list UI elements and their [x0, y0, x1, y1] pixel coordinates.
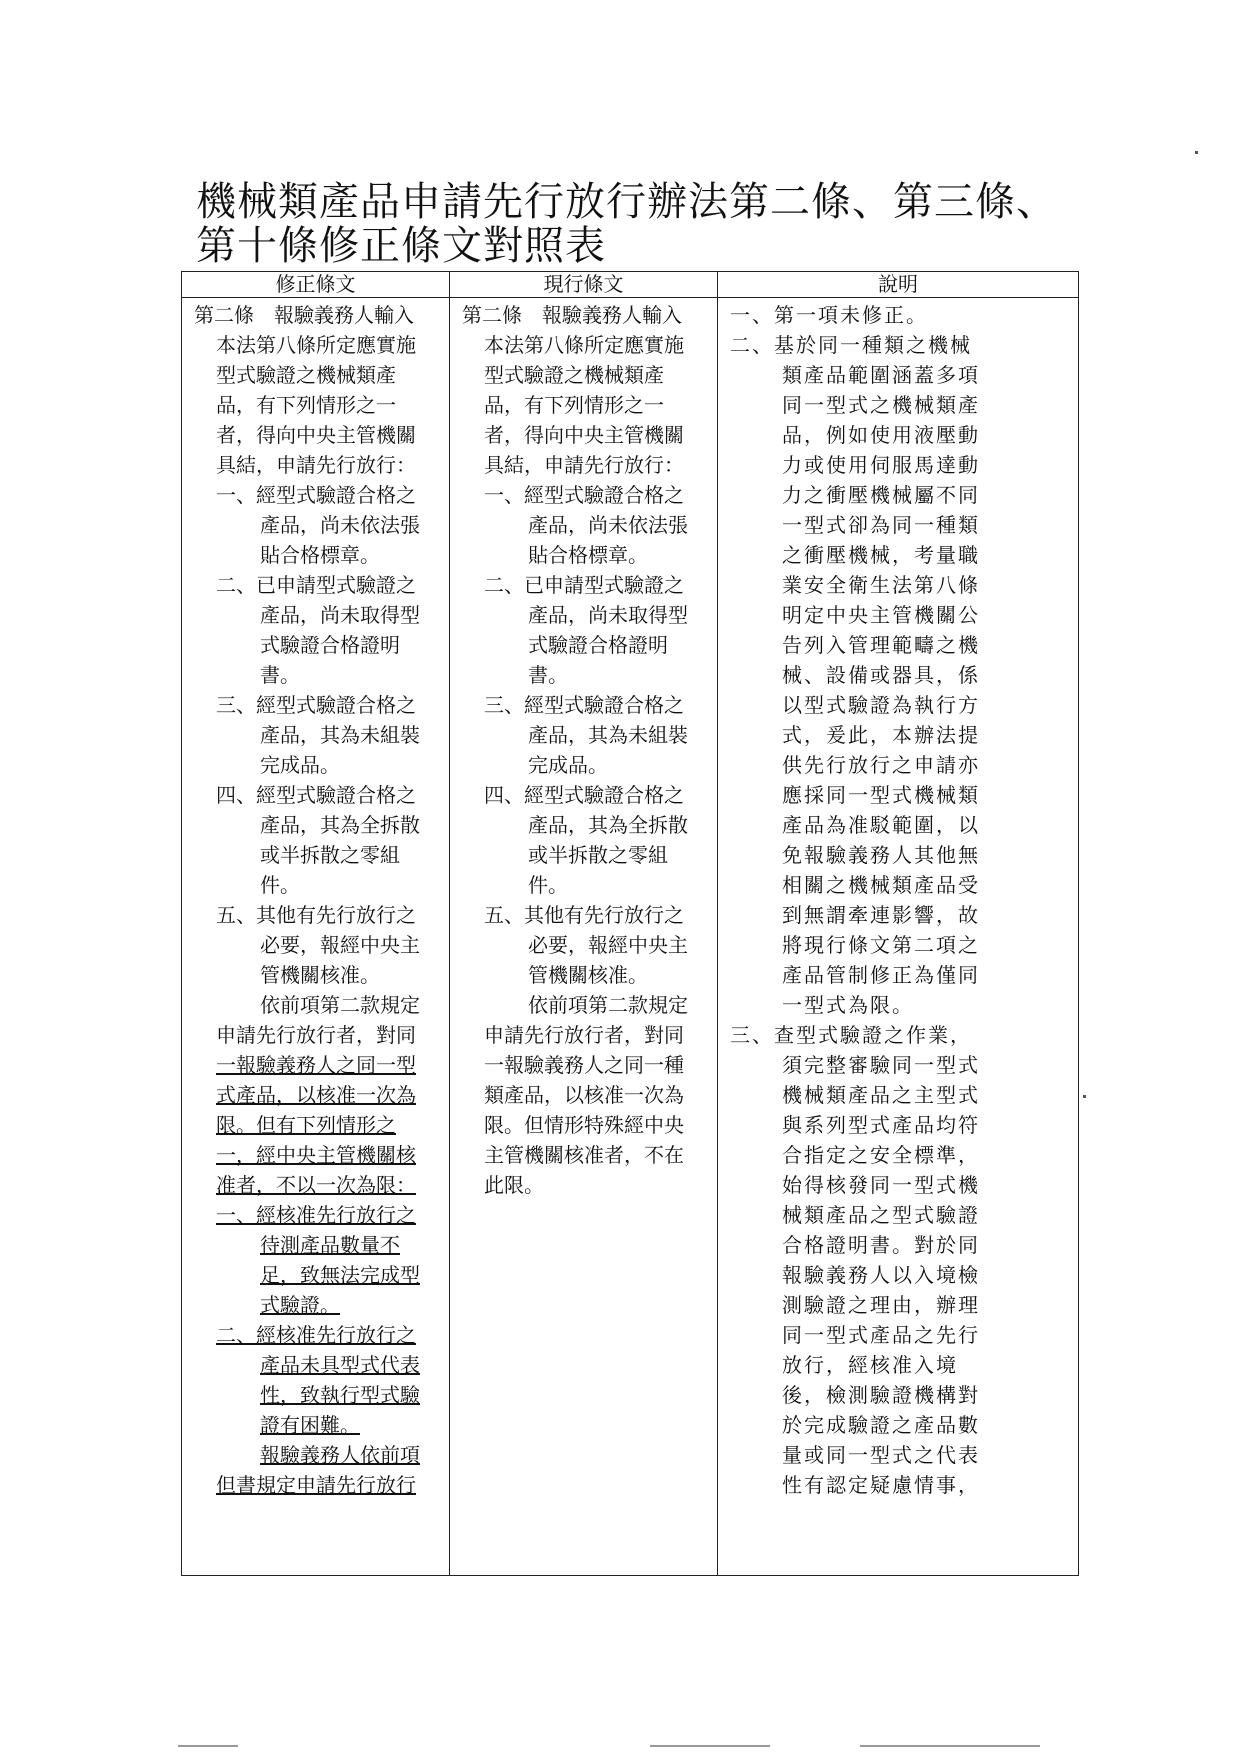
- current-line: 四、經型式驗證合格之: [484, 783, 684, 807]
- amended-text-cell: [182, 298, 450, 1576]
- current-line: 一報驗義務人之同一種: [484, 1053, 684, 1077]
- amended-line: 者，得向中央主管機關: [216, 423, 416, 447]
- column-header-current: 現行條文: [450, 272, 718, 298]
- scan-artifact-line: [860, 1745, 1040, 1747]
- amended-line: 三、經型式驗證合格之: [216, 693, 416, 717]
- amended-line: 式產品，以核准一次為: [216, 1083, 416, 1107]
- explanation-line: 一型式為限。: [782, 993, 914, 1017]
- explanation-line: 性有認定疑慮情事，: [782, 1473, 980, 1497]
- current-line: 依前項第二款規定: [528, 993, 688, 1017]
- explanation-line: 三、查型式驗證之作業，: [730, 1023, 972, 1047]
- explanation-line: 同一型式之機械類產: [782, 393, 980, 417]
- current-line: 具結，申請先行放行：: [484, 453, 684, 477]
- amended-line: 產品，尚未取得型: [260, 603, 420, 627]
- explanation-line: 二、基於同一種類之機械: [730, 333, 972, 357]
- explanation-line: 與系列型式產品均符: [782, 1113, 980, 1137]
- amended-line: 四、經型式驗證合格之: [216, 783, 416, 807]
- explanation-line: 產品管制修正為僅同: [782, 963, 980, 987]
- scan-speck: [1083, 1095, 1086, 1098]
- current-line: 完成品。: [528, 753, 608, 777]
- document-title: [196, 180, 1096, 268]
- explanation-line: 同一型式產品之先行: [782, 1323, 980, 1347]
- current-line: 書。: [528, 663, 568, 687]
- explanation-line: 式，爰此，本辦法提: [782, 723, 980, 747]
- column-header-amended: 修正條文: [182, 272, 450, 298]
- amended-line: 依前項第二款規定: [260, 993, 420, 1017]
- title-line-1: 機械類產品申請先行放行辦法第二條、第三條、: [196, 179, 1057, 225]
- current-line: 申請先行放行者，對同: [484, 1023, 684, 1047]
- current-line: 產品，尚未取得型: [528, 603, 688, 627]
- explanation-line: 免報驗義務人其他無: [782, 843, 980, 867]
- amended-line: 式驗證合格證明: [260, 633, 400, 657]
- amended-line: 足，致無法完成型: [260, 1263, 420, 1287]
- current-line: 本法第八條所定應實施: [484, 333, 684, 357]
- amended-line: 產品未具型式代表: [260, 1353, 420, 1377]
- current-line: 五、其他有先行放行之: [484, 903, 684, 927]
- current-text: [462, 300, 711, 1200]
- explanation-line: 一型式卻為同一種類: [782, 513, 980, 537]
- current-line: 類產品，以核准一次為: [484, 1083, 684, 1107]
- explanation-line: 告列入管理範疇之機: [782, 633, 980, 657]
- explanation-line: 一、第一項未修正。: [730, 303, 928, 327]
- header-row: [182, 272, 1079, 298]
- current-line: 一、經型式驗證合格之: [484, 483, 684, 507]
- current-line: 式驗證合格證明: [528, 633, 668, 657]
- explanation-line: 以型式驗證為執行方: [782, 693, 980, 717]
- explanation-line: 產品為准駁範圍，以: [782, 813, 980, 837]
- current-line: 必要，報經中央主: [528, 933, 688, 957]
- explanation-line: 測驗證之理由，辦理: [782, 1293, 980, 1317]
- explanation-line: 類產品範圍涵蓋多項: [782, 363, 980, 387]
- scan-speck: [1195, 151, 1198, 154]
- current-text-cell: [450, 298, 718, 1576]
- explanation-line: 業安全衛生法第八條: [782, 573, 980, 597]
- current-line: 限。但情形特殊經中央: [484, 1113, 684, 1137]
- amended-line: 產品，尚未依法張: [260, 513, 420, 537]
- current-line: 型式驗證之機械類產: [484, 363, 664, 387]
- amended-line: 但書規定申請先行放行: [216, 1473, 416, 1497]
- amended-line: 一、經核准先行放行之: [216, 1203, 416, 1227]
- amended-line: 型式驗證之機械類產: [216, 363, 396, 387]
- amended-line: 二、已申請型式驗證之: [216, 573, 416, 597]
- explanation-line: 後，檢測驗證機構對: [782, 1383, 980, 1407]
- explanation-text-cell: [718, 298, 1079, 1576]
- amended-line: 貼合格標章。: [260, 543, 380, 567]
- current-line: 二、已申請型式驗證之: [484, 573, 684, 597]
- scan-artifact-line: [178, 1745, 238, 1747]
- amended-line: 報驗義務人依前項: [260, 1443, 420, 1467]
- amended-line: 完成品。: [260, 753, 340, 777]
- current-line: 主管機關核准者，不在: [484, 1143, 684, 1167]
- amended-line: 產品，其為未組裝: [260, 723, 420, 747]
- amended-line: 性，致執行型式驗: [260, 1383, 420, 1407]
- explanation-line: 於完成驗證之產品數: [782, 1413, 980, 1437]
- current-line: 者，得向中央主管機關: [484, 423, 684, 447]
- amended-line: 或半拆散之零組: [260, 843, 400, 867]
- explanation-line: 明定中央主管機關公: [782, 603, 980, 627]
- explanation-line: 之衝壓機械，考量職: [782, 543, 980, 567]
- current-line: 三、經型式驗證合格之: [484, 693, 684, 717]
- current-line: 產品，其為全拆散: [528, 813, 688, 837]
- current-line: 貼合格標章。: [528, 543, 648, 567]
- explanation-line: 將現行條文第二項之: [782, 933, 980, 957]
- explanation-line: 力之衝壓機械屬不同: [782, 483, 980, 507]
- current-line: 管機關核准。: [528, 963, 648, 987]
- comparison-table: [181, 271, 1079, 1576]
- current-line: 品，有下列情形之一: [484, 393, 664, 417]
- amended-line: 管機關核准。: [260, 963, 380, 987]
- current-line: 產品，尚未依法張: [528, 513, 688, 537]
- amended-line: 一，經中央主管機關核: [216, 1143, 416, 1167]
- explanation-line: 械類產品之型式驗證: [782, 1203, 980, 1227]
- current-line: 此限。: [484, 1173, 544, 1197]
- explanation-line: 力或使用伺服馬達動: [782, 453, 980, 477]
- explanation-line: 量或同一型式之代表: [782, 1443, 980, 1467]
- amended-line: 准者，不以一次為限：: [216, 1173, 416, 1197]
- current-line: 或半拆散之零組: [528, 843, 668, 867]
- explanation-line: 供先行放行之申請亦: [782, 753, 980, 777]
- amended-line: 件。: [260, 873, 300, 897]
- explanation-line: 相關之機械類產品受: [782, 873, 980, 897]
- explanation-line: 報驗義務人以入境檢: [782, 1263, 980, 1287]
- column-header-explanation: 說明: [718, 272, 1079, 298]
- explanation-line: 始得核發同一型式機: [782, 1173, 980, 1197]
- amended-line: 一、經型式驗證合格之: [216, 483, 416, 507]
- amended-line: 限。但有下列情形之: [216, 1113, 396, 1137]
- amended-line: 品，有下列情形之一: [216, 393, 396, 417]
- explanation-line: 放行，經核准入境: [782, 1353, 958, 1377]
- current-line: 第二條 報驗義務人輸入: [462, 303, 682, 327]
- amended-line: 必要，報經中央主: [260, 933, 420, 957]
- amended-line: 待測產品數量不: [260, 1233, 400, 1257]
- amended-line: 書。: [260, 663, 300, 687]
- amended-line: 本法第八條所定應實施: [216, 333, 416, 357]
- amended-line: 二、經核准先行放行之: [216, 1323, 416, 1347]
- explanation-text: [730, 300, 1072, 1500]
- explanation-line: 械、設備或器具，係: [782, 663, 980, 687]
- content-row: [182, 298, 1079, 1576]
- scan-artifact-line: [650, 1745, 770, 1747]
- explanation-line: 合指定之安全標準，: [782, 1143, 980, 1167]
- explanation-line: 須完整審驗同一型式: [782, 1053, 980, 1077]
- explanation-line: 機械類產品之主型式: [782, 1083, 980, 1107]
- amended-line: 申請先行放行者，對同: [216, 1023, 416, 1047]
- amended-text: [194, 300, 443, 1500]
- amended-line: 一報驗義務人之同一型: [216, 1053, 416, 1077]
- explanation-line: 到無謂牽連影響，故: [782, 903, 980, 927]
- title-line-2: 第十條修正條文對照表: [196, 223, 606, 269]
- amended-line: 五、其他有先行放行之: [216, 903, 416, 927]
- explanation-line: 品，例如使用液壓動: [782, 423, 980, 447]
- explanation-line: 應採同一型式機械類: [782, 783, 980, 807]
- current-line: 產品，其為未組裝: [528, 723, 688, 747]
- current-line: 件。: [528, 873, 568, 897]
- amended-line: 式驗證。: [260, 1293, 340, 1317]
- explanation-line: 合格證明書。對於同: [782, 1233, 980, 1257]
- amended-line: 第二條 報驗義務人輸入: [194, 303, 414, 327]
- amended-line: 具結，申請先行放行：: [216, 453, 416, 477]
- amended-line: 證有困難。: [260, 1413, 360, 1437]
- amended-line: 產品，其為全拆散: [260, 813, 420, 837]
